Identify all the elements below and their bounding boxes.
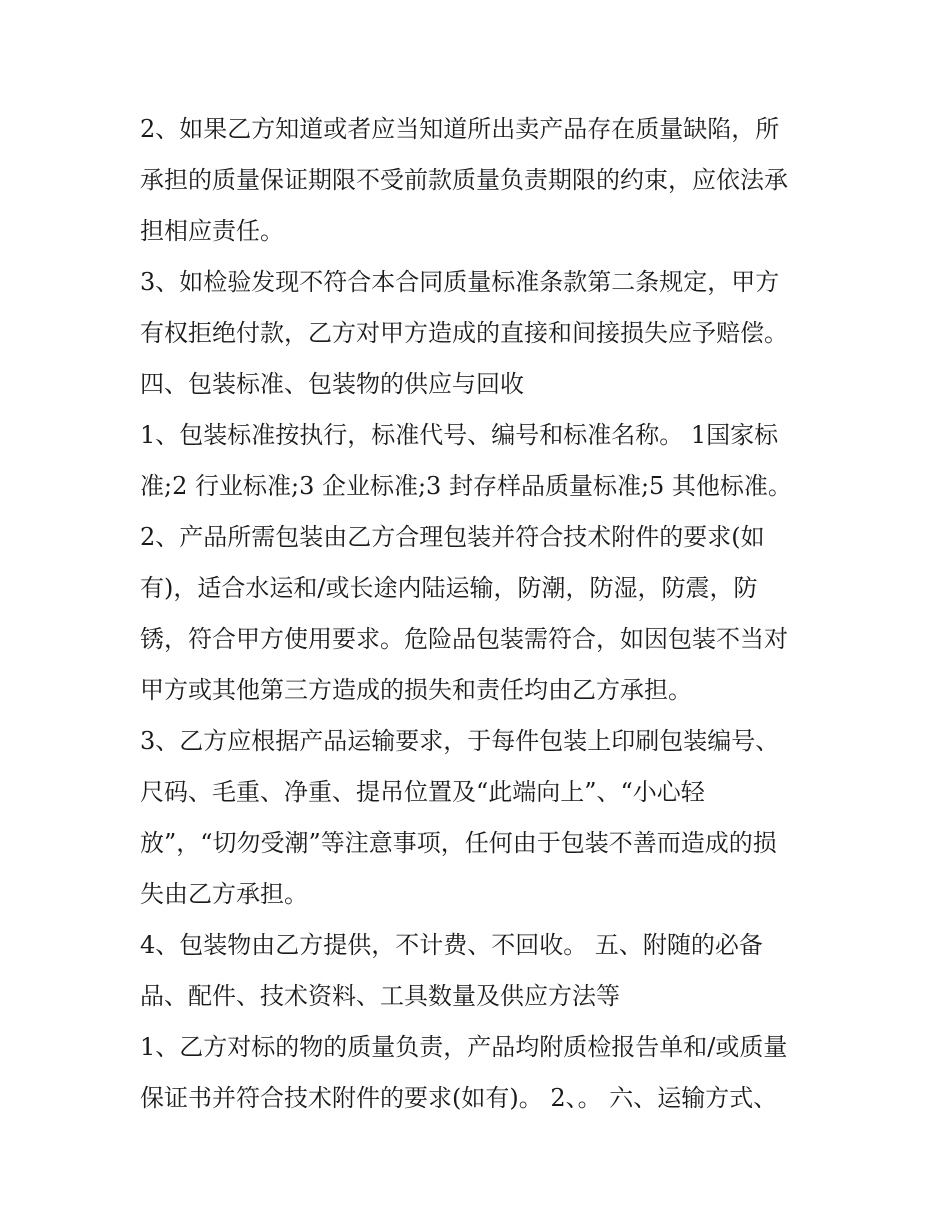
text-line: 4、包装物由乙方提供，不计费、不回收。 五、附随的必备: [140, 931, 763, 959]
text-line: 担相应责任。: [140, 217, 284, 245]
text-line: 尺码、毛重、净重、提吊位置及“此端向上”、“小心轻: [140, 778, 705, 806]
text-line: 承担的质量保证期限不受前款质量负责期限的约束，应依法承: [140, 166, 788, 194]
text-line: 有)，适合水运和/或长途内陆运输，防潮，防湿，防震，防: [140, 574, 758, 602]
text-line: 放”，“切勿受潮”等注意事项，任何由于包装不善而造成的损: [140, 829, 777, 857]
text-line: 失由乙方承担。: [140, 880, 308, 908]
text-line: 品、配件、技术资料、工具数量及供应方法等: [140, 982, 620, 1010]
text-line: 2、产品所需包装由乙方合理包装并符合技术附件的要求(如: [140, 523, 765, 551]
text-line: 锈，符合甲方使用要求。危险品包装需符合，如因包装不当对: [140, 625, 788, 653]
text-line: 准;2 行业标准;3 企业标准;3 封存样品质量标准;5 其他标准。: [140, 472, 792, 500]
text-line: 甲方或其他第三方造成的损失和责任均由乙方承担。: [140, 676, 692, 704]
text-line: 1、包装标准按执行，标准代号、编号和标准名称。 1国家标: [140, 421, 779, 449]
text-line: 3、乙方应根据产品运输要求，于每件包装上印刷包装编号、: [140, 727, 780, 755]
text-line: 保证书并符合技术附件的要求(如有)。 2、。 六、运输方式、: [140, 1084, 778, 1112]
text-line: 1、乙方对标的物的质量负责，产品均附质检报告单和/或质量: [140, 1033, 788, 1061]
text-line: 有权拒绝付款，乙方对甲方造成的直接和间接损失应予赔偿。: [140, 319, 788, 347]
text-line: 3、如检验发现不符合本合同质量标准条款第二条规定，甲方: [140, 268, 780, 296]
text-line: 2、如果乙方知道或者应当知道所出卖产品存在质量缺陷，所: [140, 115, 780, 143]
section-heading: 四、包装标准、包装物的供应与回收: [140, 370, 524, 398]
